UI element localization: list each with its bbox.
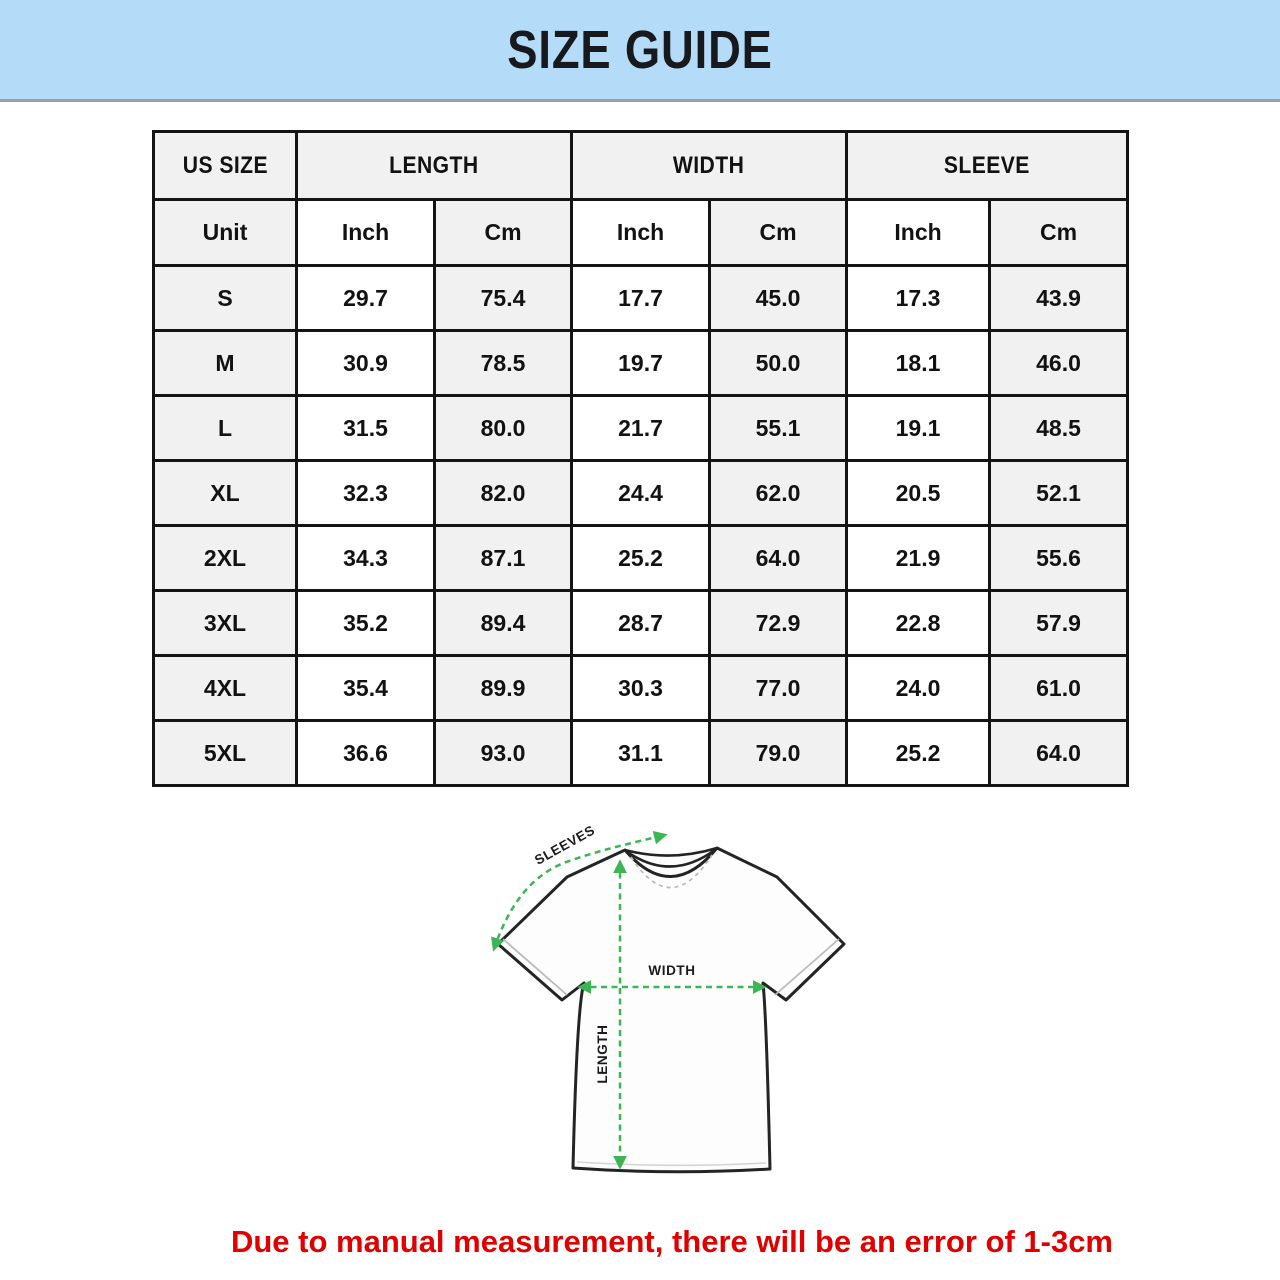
size-cell: 2XL — [154, 526, 297, 591]
value-cell: 89.4 — [435, 591, 572, 656]
value-cell: 19.1 — [847, 396, 990, 461]
measurement-disclaimer: Due to manual measurement, there will be an error of 1-3cm — [230, 1224, 1114, 1259]
tshirt-measurement-diagram — [480, 822, 852, 1200]
value-cell: 20.5 — [847, 461, 990, 526]
collar-back-line — [625, 848, 717, 856]
col-header-sleeve-label: SLEEVE — [944, 151, 1031, 179]
value-cell: 64.0 — [990, 721, 1128, 786]
group-header-row — [154, 132, 1128, 200]
width-label: WIDTH — [648, 963, 696, 978]
size-cell: L — [154, 396, 297, 461]
value-cell: 61.0 — [990, 656, 1128, 721]
col-header-width — [572, 132, 847, 200]
unit-cell: Inch — [572, 200, 710, 266]
unit-cell: Cm — [990, 200, 1128, 266]
col-header-us-size-label: US SIZE — [182, 151, 268, 179]
value-cell: 36.6 — [297, 721, 435, 786]
table-row-5xl — [154, 721, 1128, 786]
value-cell: 31.5 — [297, 396, 435, 461]
value-cell: 25.2 — [572, 526, 710, 591]
value-cell: 48.5 — [990, 396, 1128, 461]
value-cell: 28.7 — [572, 591, 710, 656]
length-label: LENGTH — [595, 1024, 610, 1084]
value-cell: 17.3 — [847, 266, 990, 331]
size-cell: M — [154, 331, 297, 396]
value-cell: 17.7 — [572, 266, 710, 331]
col-header-width-label: WIDTH — [673, 151, 745, 179]
value-cell: 25.2 — [847, 721, 990, 786]
size-cell: 4XL — [154, 656, 297, 721]
value-cell: 32.3 — [297, 461, 435, 526]
table-row-s — [154, 266, 1128, 331]
value-cell: 19.7 — [572, 331, 710, 396]
unit-cell: Inch — [297, 200, 435, 266]
value-cell: 78.5 — [435, 331, 572, 396]
table-row-4xl — [154, 656, 1128, 721]
value-cell: 72.9 — [710, 591, 847, 656]
unit-cell: Unit — [154, 200, 297, 266]
value-cell: 82.0 — [435, 461, 572, 526]
size-guide-banner — [0, 0, 1280, 102]
value-cell: 93.0 — [435, 721, 572, 786]
value-cell: 29.7 — [297, 266, 435, 331]
value-cell: 18.1 — [847, 331, 990, 396]
size-cell: 5XL — [154, 721, 297, 786]
table-row-l — [154, 396, 1128, 461]
value-cell: 50.0 — [710, 331, 847, 396]
unit-cell: Cm — [710, 200, 847, 266]
table-row-m — [154, 331, 1128, 396]
table-row-2xl — [154, 526, 1128, 591]
page-title: SIZE GUIDE — [507, 19, 773, 80]
value-cell: 79.0 — [710, 721, 847, 786]
value-cell: 21.9 — [847, 526, 990, 591]
value-cell: 55.6 — [990, 526, 1128, 591]
value-cell: 43.9 — [990, 266, 1128, 331]
size-cell: 3XL — [154, 591, 297, 656]
value-cell: 62.0 — [710, 461, 847, 526]
table-row-3xl — [154, 591, 1128, 656]
value-cell: 35.4 — [297, 656, 435, 721]
value-cell: 46.0 — [990, 331, 1128, 396]
col-header-sleeve — [847, 132, 1128, 200]
size-cell: XL — [154, 461, 297, 526]
value-cell: 52.1 — [990, 461, 1128, 526]
table-row-xl — [154, 461, 1128, 526]
col-header-us-size — [154, 132, 297, 200]
value-cell: 87.1 — [435, 526, 572, 591]
value-cell: 22.8 — [847, 591, 990, 656]
sleeves-label: SLEEVES — [532, 822, 598, 868]
value-cell: 21.7 — [572, 396, 710, 461]
size-cell: S — [154, 266, 297, 331]
value-cell: 89.9 — [435, 656, 572, 721]
value-cell: 35.2 — [297, 591, 435, 656]
value-cell: 77.0 — [710, 656, 847, 721]
value-cell: 45.0 — [710, 266, 847, 331]
col-header-length — [297, 132, 572, 200]
value-cell: 24.0 — [847, 656, 990, 721]
unit-cell: Cm — [435, 200, 572, 266]
unit-row — [154, 200, 1128, 266]
col-header-length-label: LENGTH — [389, 151, 479, 179]
value-cell: 64.0 — [710, 526, 847, 591]
value-cell: 57.9 — [990, 591, 1128, 656]
value-cell: 34.3 — [297, 526, 435, 591]
value-cell: 30.9 — [297, 331, 435, 396]
value-cell: 30.3 — [572, 656, 710, 721]
value-cell: 24.4 — [572, 461, 710, 526]
unit-cell: Inch — [847, 200, 990, 266]
value-cell: 31.1 — [572, 721, 710, 786]
size-table — [152, 130, 1129, 787]
value-cell: 80.0 — [435, 396, 572, 461]
tshirt-outline — [498, 848, 844, 1172]
value-cell: 75.4 — [435, 266, 572, 331]
value-cell: 55.1 — [710, 396, 847, 461]
tshirt-diagram-svg — [480, 822, 852, 1200]
